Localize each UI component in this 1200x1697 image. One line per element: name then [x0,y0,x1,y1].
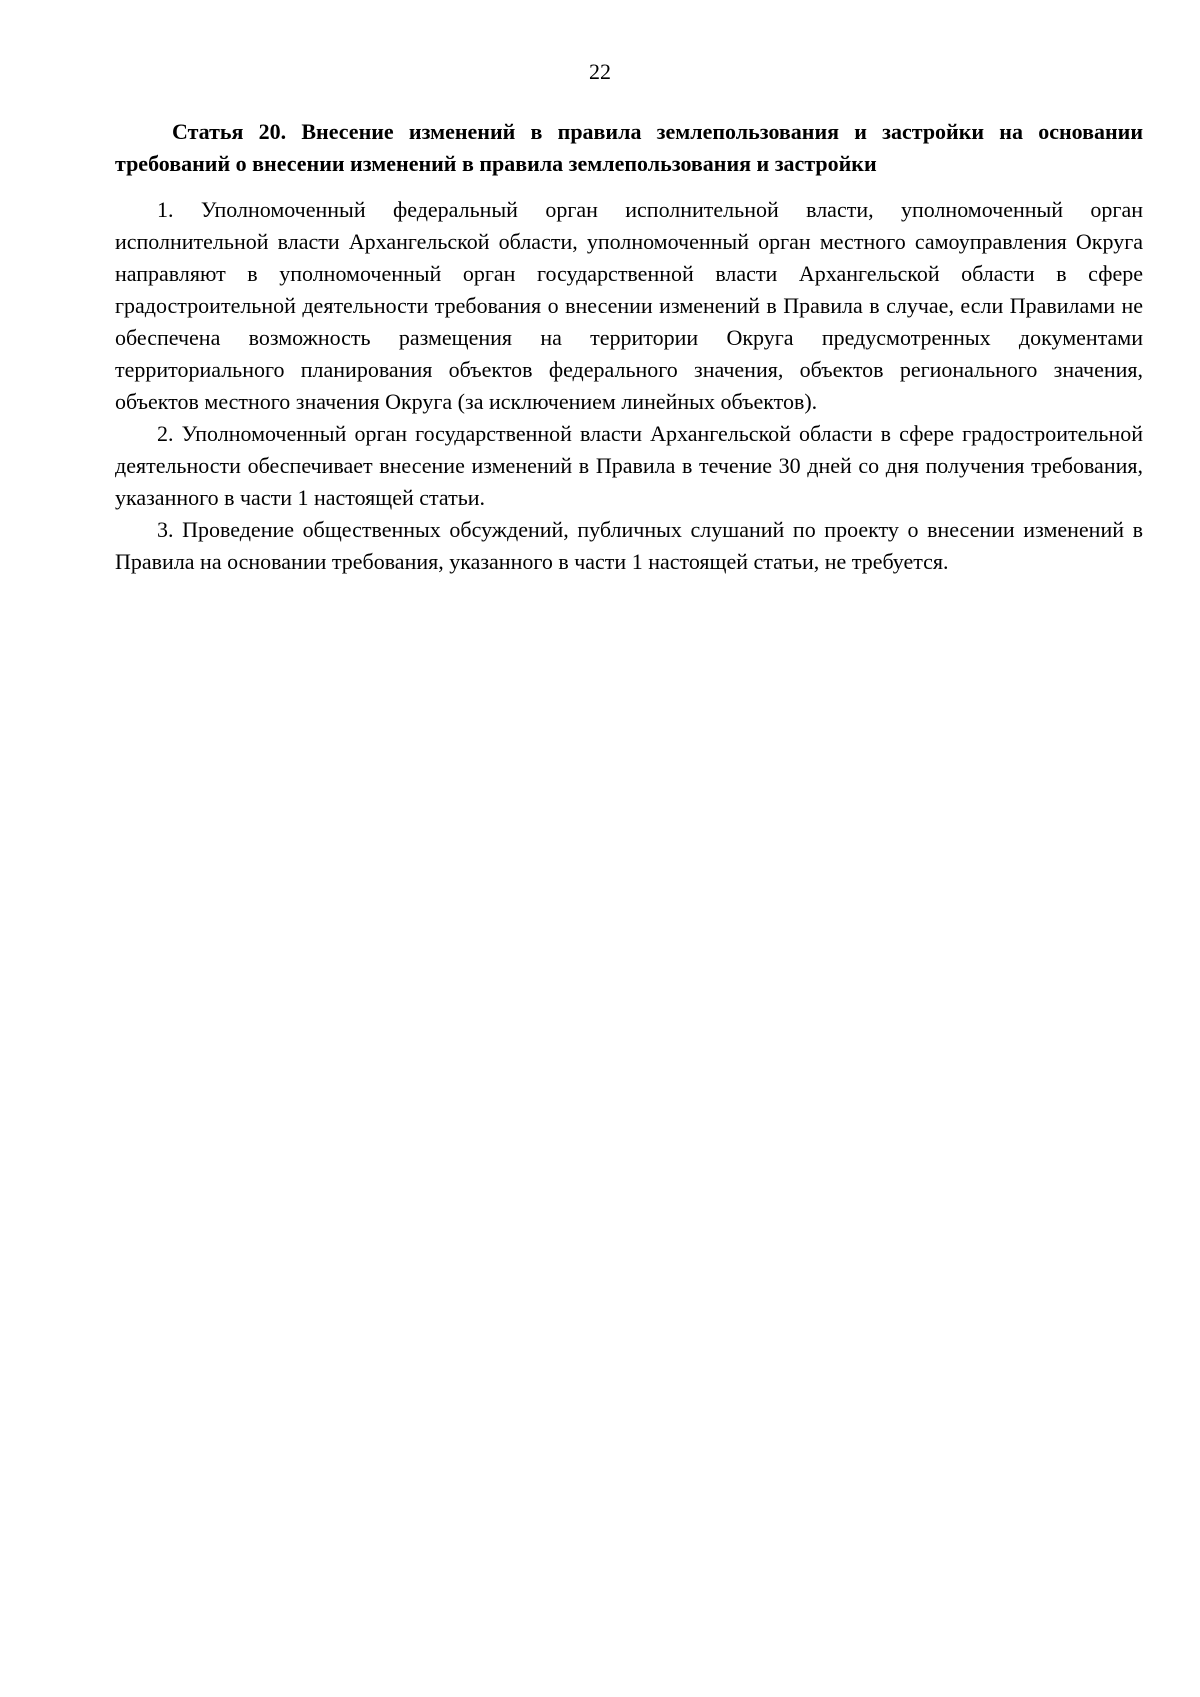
page-number: 22 [589,59,611,84]
article-paragraph-1: 1. Уполномоченный федеральный орган исполнительной власти, уполномоченный орган исполнительной власти Архангельской области, уполномоченный орган местного самоуправления Округа направляют в уполномоченный орган государственной власти Архангельской области в сфере градостроительной деятельности требования о внесении изменений в Правила в случае, если Правилами не обеспечена возможность размещения на территории Округа предусмотренных документами территориального планирования объектов федерального значения, объектов регионального значения, объектов местного значения Округа (за исключением линейных объектов). [115,197,1143,414]
article-title: Статья 20. Внесение изменений в правила землепользования и застройки на основании требований о внесении изменений в правила землепользования и застройки [115,119,1143,176]
article-content [115,116,1143,578]
article-paragraph-2: 2. Уполномоченный орган государственной власти Архангельской области в сфере градостроительной деятельности обеспечивает внесение изменений в Правила в течение 30 дней со дня получения требования, указанного в части 1 настоящей статьи. [115,421,1143,510]
article-paragraph-3: 3. Проведение общественных обсуждений, публичных слушаний по проекту о внесении изменений в Правила на основании требования, указанного в части 1 настоящей статьи, не требуется. [115,517,1143,574]
